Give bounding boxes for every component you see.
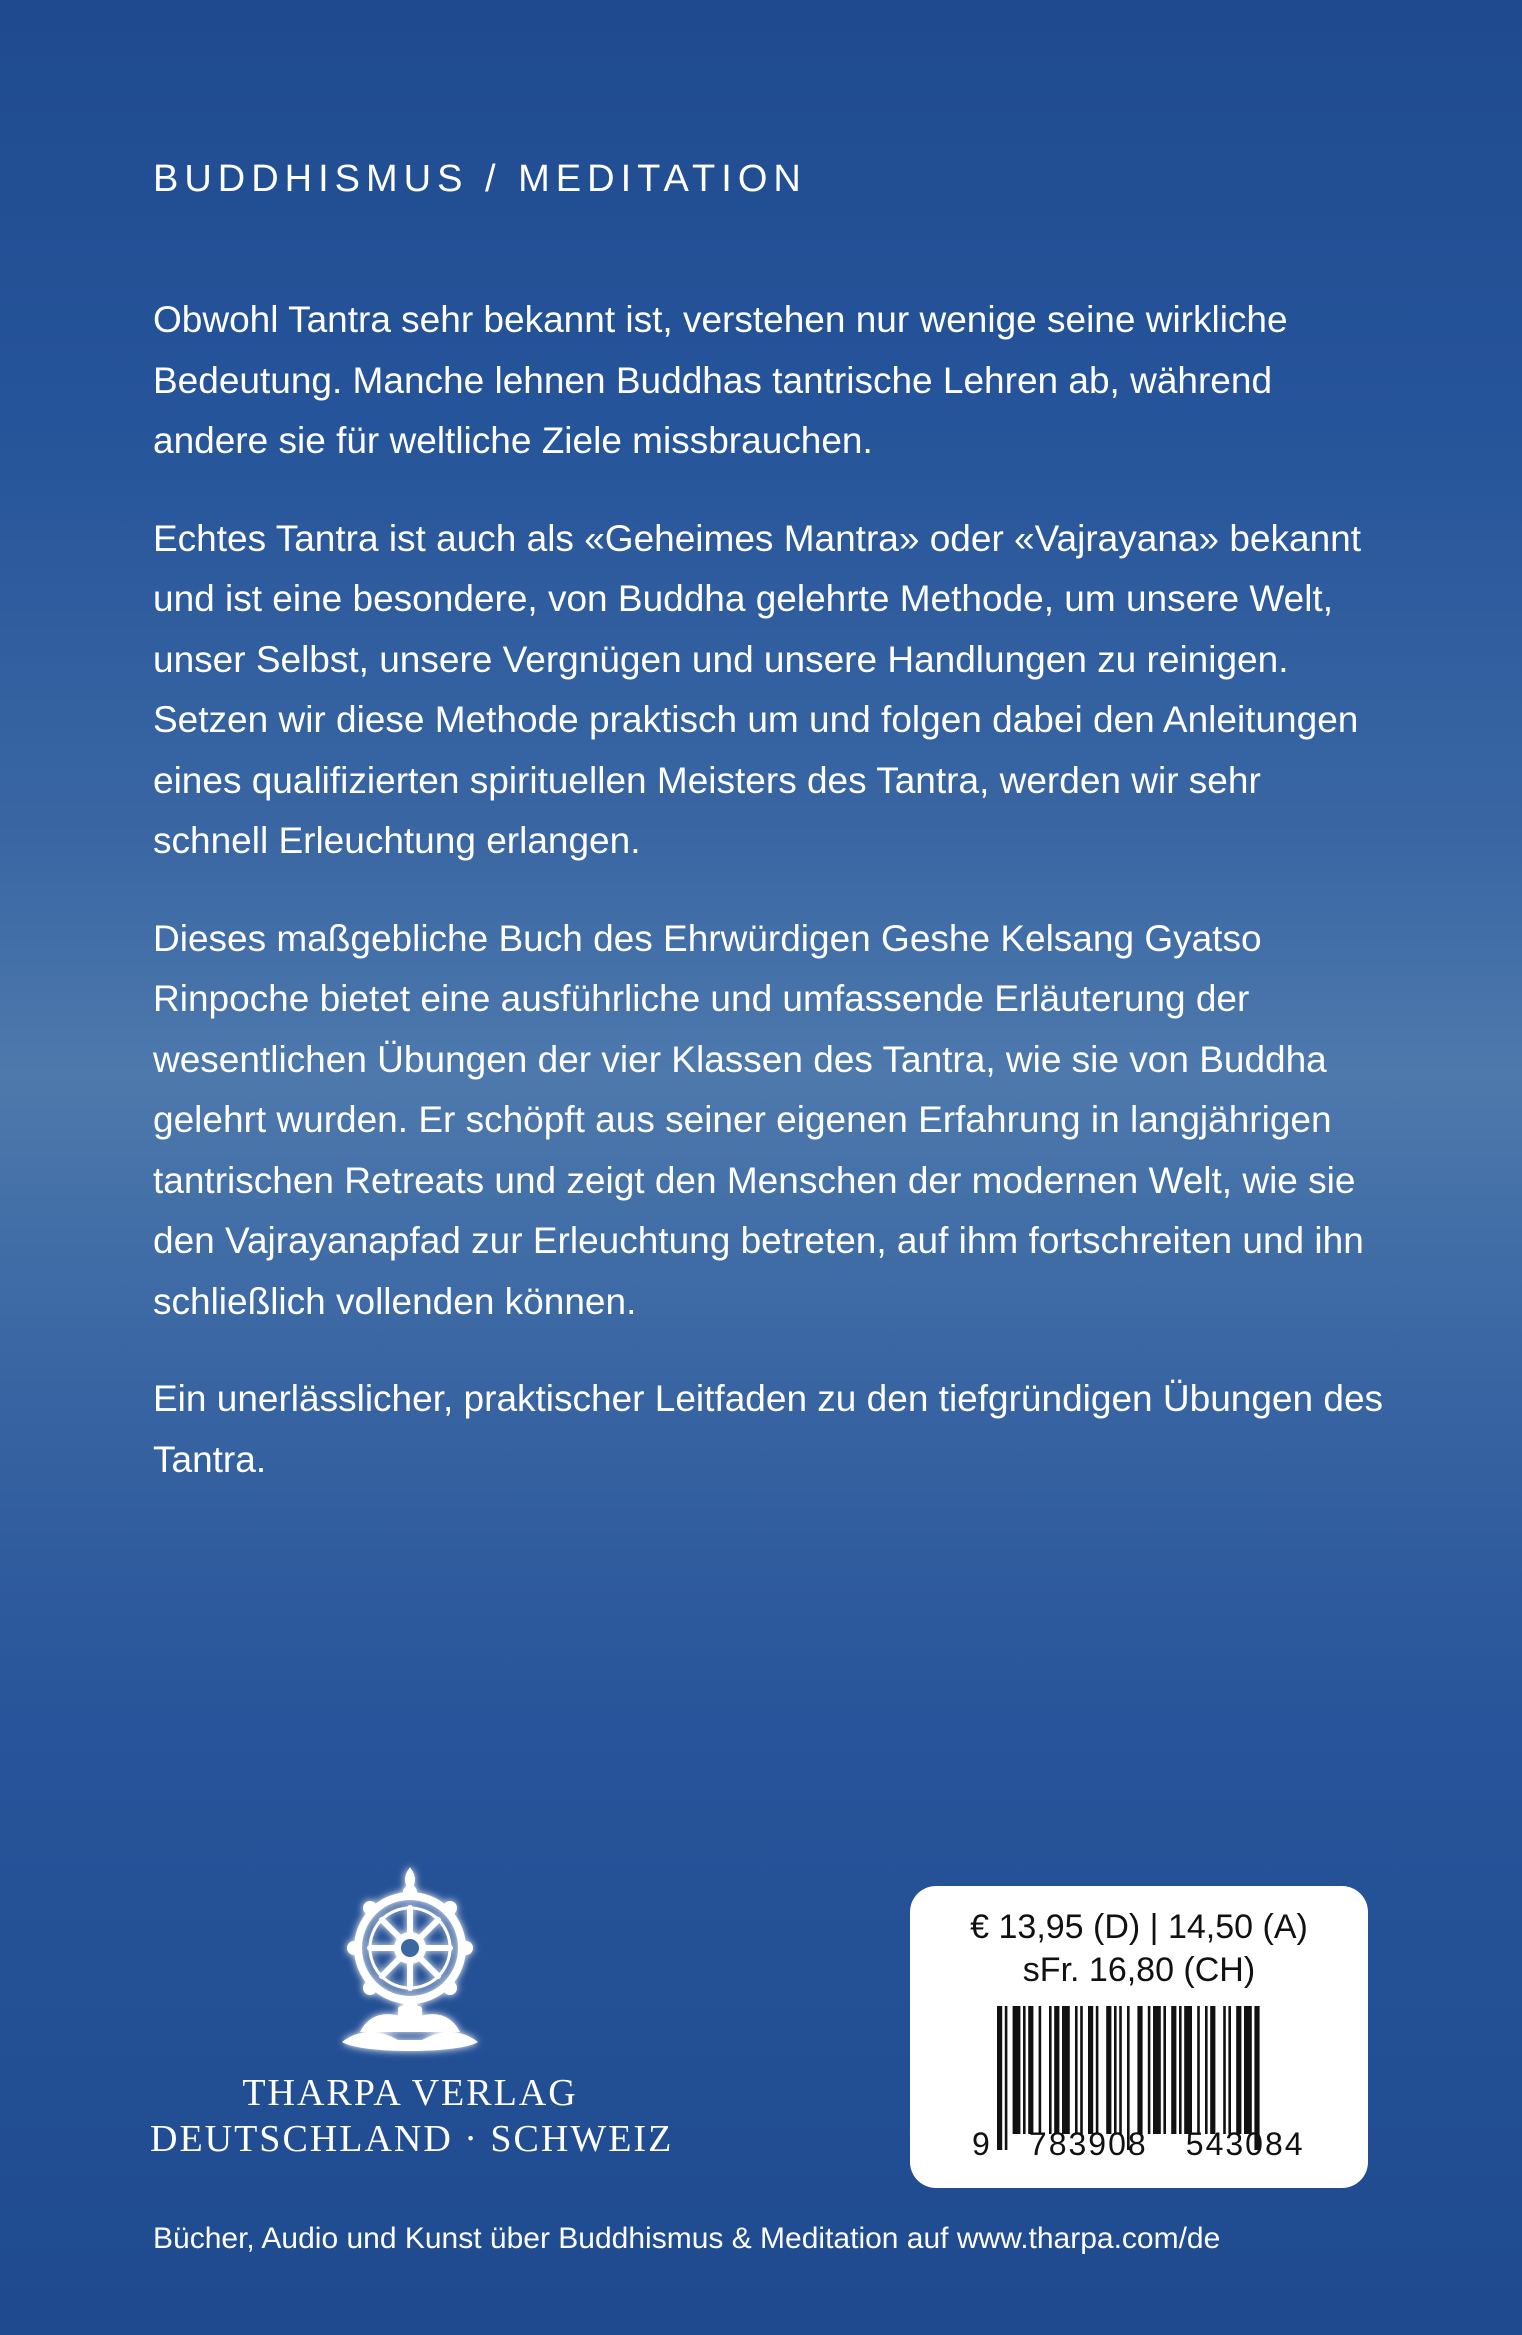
- publisher-block: [150, 1860, 674, 2162]
- barcode-bar: [1153, 2006, 1161, 2134]
- category-label: BUDDHISMUS / MEDITATION: [153, 158, 807, 200]
- publisher-name: THARPA VERLAG: [242, 2072, 578, 2114]
- barcode-bar: [1106, 2006, 1111, 2134]
- barcode-bar: [1096, 2006, 1099, 2134]
- price-box: [910, 1886, 1368, 2188]
- barcode-bar: [1171, 2006, 1176, 2134]
- description-paragraph: Echtes Tantra ist auch als «Geheimes Mantra» oder «Vajrayana» bekannt und ist eine besondere, von Buddha gelehrte Methode, um unsere Welt, unser Selbst, unsere Vergnügen und unsere Handlungen zu reinigen. Setzen wir diese Methode praktisch um und folgen dabei den Anleitungen eines qualifizierten spirituellen Meisters des Tantra, werden wir sehr schnell Erleuchtung erlangen.: [153, 517, 1362, 861]
- barcode-digit-group-2: 543084: [1185, 2126, 1305, 2162]
- barcode-bar: [1210, 2006, 1215, 2134]
- barcode-bar: [1062, 2006, 1070, 2134]
- barcode-bar: [1205, 2006, 1208, 2134]
- barcode-bar: [1114, 2006, 1117, 2134]
- barcode-bar: [1023, 2006, 1026, 2134]
- barcode-bar: [1236, 2006, 1241, 2134]
- description: [153, 290, 1383, 1527]
- barcode-digit-group-1: 783908: [1028, 2126, 1148, 2162]
- barcode-bar: [1244, 2006, 1252, 2134]
- barcode-bar: [1039, 2006, 1042, 2134]
- barcode-bar: [1137, 2006, 1142, 2134]
- description-paragraph: Dieses maßgebliche Buch des Ehrwürdigen Geshe Kelsang Gyatso Rinpoche bietet eine ausführliche und umfassende Erläuterung der wesentlichen Übungen der vier Klassen des Tantra, wie sie von Buddha gelehrt wurden. Er schöpft aus seiner eigenen Erfahrung in langjährigen tantrischen Retreats und zeigt den Menschen der modernen Welt, wie sie den Vajrayanapfad zur Erleuchtung betreten, auf ihm fortschreiten und ihn schließlich vollenden können.: [153, 917, 1364, 1322]
- barcode-bar: [1119, 2006, 1122, 2134]
- barcode-bar: [1049, 2006, 1052, 2134]
- barcode-bar: [1075, 2006, 1078, 2134]
- price-eur: € 13,95 (D) | 14,50 (A): [970, 1908, 1308, 1946]
- barcode-bar: [1028, 2006, 1033, 2134]
- barcode-lead-digit: 9: [972, 2126, 990, 2162]
- barcode-bar: [1088, 2006, 1093, 2134]
- barcode-bar: [1080, 2006, 1083, 2134]
- description-paragraph: Obwohl Tantra sehr bekannt ist, verstehen nur wenige seine wirkliche Bedeutung. Manche lehnen Buddhas tantrische Lehren ab, während andere sie für weltliche Ziele missbrauchen.: [153, 299, 1288, 461]
- barcode-bar: [1013, 2006, 1021, 2134]
- barcode-bar: [1197, 2006, 1200, 2134]
- price-chf: sFr. 16,80 (CH): [1022, 1951, 1256, 1989]
- barcode-bar: [1223, 2006, 1226, 2134]
- barcode-number: [972, 2126, 1312, 2163]
- barcode-bar: [1148, 2006, 1151, 2134]
- barcode-bar: [1184, 2006, 1192, 2134]
- publisher-region: DEUTSCHLAND · SCHWEIZ: [150, 2118, 674, 2160]
- barcode-bar: [1228, 2006, 1231, 2134]
- barcode-bar: [1054, 2006, 1059, 2134]
- footer-note: Bücher, Audio und Kunst über Buddhismus & Meditation auf www.tharpa.com/de: [153, 2222, 1221, 2255]
- description-paragraph: Ein unerlässlicher, praktischer Leitfaden zu den tiefgründigen Übungen des Tantra.: [153, 1378, 1384, 1480]
- dharma-wheel-icon: [320, 1860, 500, 2070]
- barcode-bar: [1163, 2006, 1166, 2134]
- barcode-bar: [1179, 2006, 1182, 2134]
